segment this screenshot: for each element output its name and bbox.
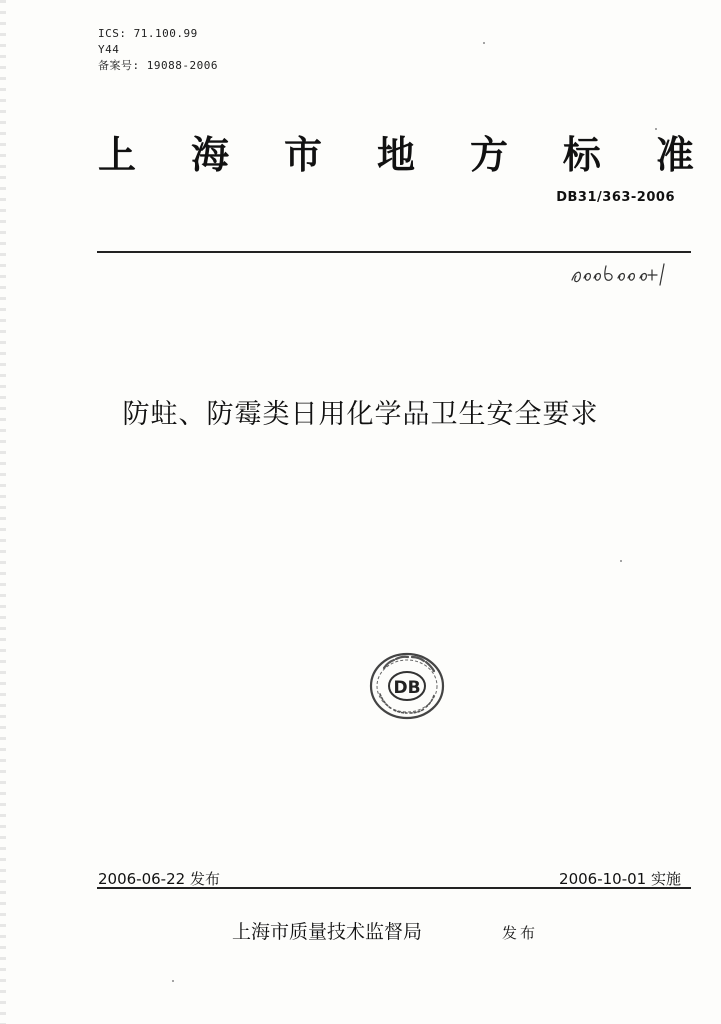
- standard-code: DB31/363-2006: [556, 190, 675, 205]
- seal-stamp-icon: [366, 650, 448, 722]
- svg-text:DB: DB: [393, 678, 421, 698]
- standard-type-char: 标: [562, 132, 601, 177]
- header-divider: [97, 251, 691, 253]
- scan-speck: [172, 980, 174, 982]
- category-code: Y44: [98, 43, 120, 56]
- record-number: 备案号: 19088-2006: [98, 59, 218, 72]
- handwritten-note: [568, 258, 680, 288]
- publisher-name: 上海市质量技术监督局: [232, 921, 423, 943]
- scan-speck: [655, 128, 657, 130]
- standard-type-char: 海: [190, 132, 229, 177]
- standard-type-char: 上: [98, 132, 137, 177]
- ics-code: ICS: 71.100.99: [98, 27, 198, 40]
- standard-type-char: 方: [469, 132, 508, 177]
- standard-type-char: 准: [655, 132, 694, 177]
- standard-type-heading: [98, 132, 694, 178]
- release-date: 2006-06-22 发布: [98, 870, 220, 888]
- standard-type-char: 地: [376, 132, 415, 177]
- footer-divider: [97, 887, 691, 889]
- publisher-suffix: 发布: [502, 924, 539, 942]
- scan-edge-artifact: [0, 0, 6, 1024]
- scan-speck: [483, 42, 485, 44]
- standard-type-char: 市: [283, 132, 322, 177]
- scan-speck: [620, 560, 622, 562]
- implementation-date: 2006-10-01 实施: [559, 870, 681, 888]
- document-title: 防蛀、防霉类日用化学品卫生安全要求: [122, 399, 599, 430]
